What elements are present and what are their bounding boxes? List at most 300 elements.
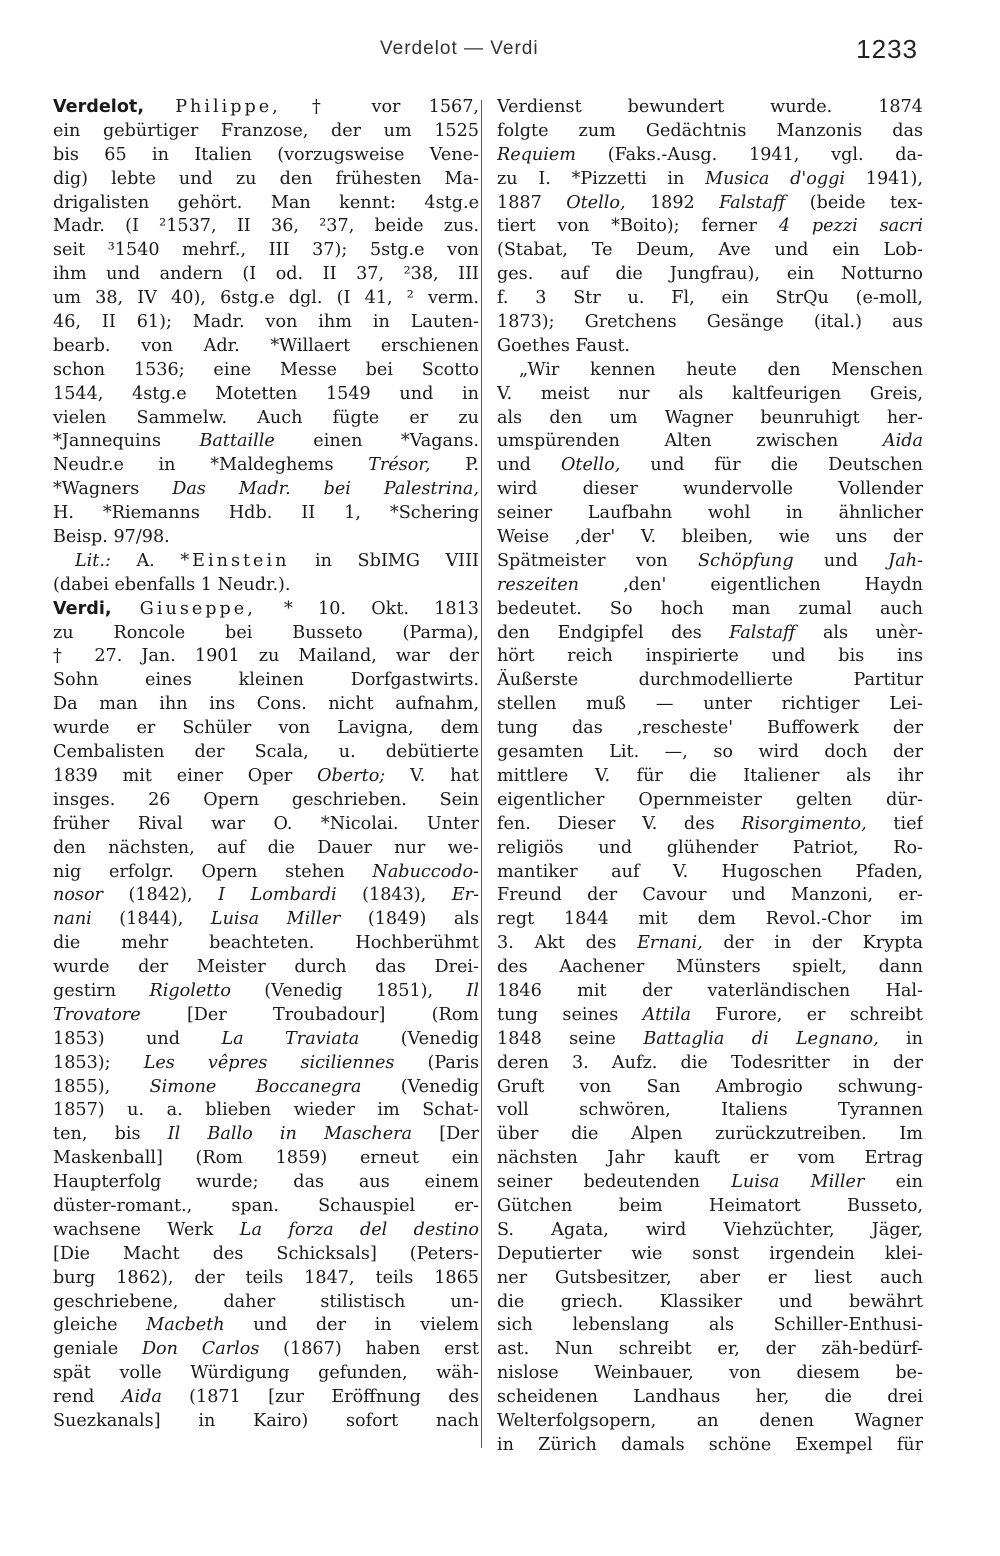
text-line [497, 1434, 923, 1458]
text-run: 46, II 61); Madr. von ihm in Lauten- [53, 312, 479, 333]
text-run: seit ³1540 mehrf., III 37); 5stg.e von [53, 240, 479, 261]
italic-title: Schöpfung [698, 550, 794, 571]
text-line [53, 789, 479, 813]
text-run: Da man ihn ins Cons. nicht aufnahm, [53, 694, 479, 715]
text-line [53, 120, 479, 144]
text-run: [Der Troubadour] (Rom [140, 1004, 479, 1025]
text-run: Cembalisten der Scala, u. debütierte [53, 742, 479, 763]
text-line [53, 168, 479, 192]
text-run: *Jannequins [53, 431, 200, 452]
text-run: die griech. Klassiker und bewährt [497, 1291, 923, 1312]
text-run: 1853) und [53, 1028, 222, 1049]
text-line [497, 669, 923, 693]
text-run: und [793, 550, 889, 571]
text-run: (1842), [102, 885, 219, 906]
text-run: P. [430, 455, 479, 476]
text-run: Goethes Faust. [497, 335, 631, 356]
italic-title: 4 pezzi sacri [778, 216, 923, 237]
text-run: geschriebene, daher stilistisch un- [53, 1291, 479, 1312]
text-line [53, 741, 479, 765]
text-line [53, 311, 479, 335]
text-line [497, 526, 923, 550]
text-run: Weise ‚der' V. bleiben, wie uns der [497, 527, 923, 548]
text-run: (1844), [91, 909, 211, 930]
italic-title: La Traviata [221, 1028, 360, 1049]
text-line [497, 717, 923, 741]
text-line [53, 1386, 479, 1410]
text-run: voll schwören, Italiens Tyrannen [497, 1100, 923, 1121]
text-run: (beide tex- [785, 192, 923, 213]
text-line [53, 454, 479, 478]
text-run: seiner Laufbahn wohl in ähnlicher [497, 503, 923, 524]
italic-title: Luisa Miller [731, 1172, 865, 1193]
text-line [53, 1219, 479, 1243]
right-column [497, 96, 923, 1458]
text-run: in SbIMG VIII [289, 550, 479, 571]
text-run: Madr. (I ²1537, II 36, ²37, beide zus. [53, 216, 479, 237]
text-line [53, 813, 479, 837]
text-run: umspürenden Alten zwischen [497, 431, 883, 452]
text-line [497, 932, 923, 956]
text-run: deren 3. Aufz. die Todesritter in der [497, 1052, 923, 1073]
text-run: Furore, er schreibt [690, 1004, 923, 1025]
text-line [53, 1338, 479, 1362]
text-run: um 38, IV 40), 6stg.e dgl. (I 41, ² verm. [53, 288, 479, 309]
text-run: (1849) als [340, 909, 479, 930]
text-run: S. Agata, wird Viehzüchter, Jäger, [497, 1219, 923, 1240]
text-line [53, 837, 479, 861]
text-line [53, 478, 479, 502]
text-run: 3. Akt des [497, 933, 638, 954]
left-column [53, 96, 479, 1434]
italic-title: Trovatore [53, 1004, 141, 1025]
text-line [53, 669, 479, 693]
text-line [53, 645, 479, 669]
text-line [53, 1267, 479, 1291]
text-line [497, 120, 923, 144]
text-run: f. 3 Str u. Fl, ein StrQu (e-moll, [497, 288, 923, 309]
column-divider [481, 100, 482, 1448]
text-line [497, 837, 923, 861]
text-run: düster-romant., span. Schauspiel er- [53, 1195, 479, 1216]
text-run: geniale [53, 1339, 142, 1360]
text-line [53, 1291, 479, 1315]
text-run: ten, bis [53, 1124, 168, 1145]
text-run: Haupterfolg wurde; das aus einem [53, 1172, 479, 1193]
text-run: und [497, 455, 561, 476]
text-line [53, 287, 479, 311]
text-run: in Zürich damals schöne Exempel für [497, 1434, 923, 1455]
text-run: 1892 [625, 192, 720, 213]
text-run: gestirn [53, 980, 150, 1001]
text-run: *Wagners [53, 479, 173, 500]
text-run: Deputierter wie sonst irgendein klei- [497, 1243, 923, 1264]
italic-title: Simone Boccanegra [149, 1076, 362, 1097]
text-line [497, 335, 923, 359]
text-run: ihm und andern (I od. II 37, ²38, III [53, 264, 479, 285]
text-line [53, 932, 479, 956]
text-line [497, 1195, 923, 1219]
text-line [497, 1362, 923, 1386]
text-run: 1855), [53, 1076, 150, 1097]
text-line [497, 263, 923, 287]
italic-title: Falstaff [729, 622, 796, 643]
text-line [497, 1291, 923, 1315]
italic-title: Musica d'oggi [705, 168, 846, 189]
text-run: dig) lebte und zu den frühesten Ma- [53, 168, 479, 189]
text-line [497, 884, 923, 908]
text-line [497, 1314, 923, 1338]
text-line [53, 383, 479, 407]
text-run: „Wir kennen heute den Menschen [519, 359, 923, 380]
italic-title: Falstaff [719, 192, 786, 213]
italic-title: Il [466, 980, 479, 1001]
text-run: als den um Wagner beunruhigt her- [497, 407, 923, 428]
text-run: burg 1862), der teils 1847, teils 1865 [53, 1267, 479, 1288]
text-run: den nächsten, auf die Dauer nur we- [53, 837, 479, 858]
text-run: folgte zum Gedächtnis Manzonis das [497, 120, 923, 141]
text-line [53, 1362, 479, 1386]
italic-title: Aida [882, 431, 923, 452]
text-line [497, 1004, 923, 1028]
text-run: stellen muß — unter richtiger Lei- [497, 694, 923, 715]
text-run: gesamten Lit. —, so wird doch der [497, 742, 923, 763]
text-run: scheidenen Landhaus her, die drei [497, 1387, 923, 1408]
text-line [497, 813, 923, 837]
italic-title: La forza del destino [239, 1219, 479, 1240]
text-run: [Der [412, 1124, 479, 1145]
headword: Verdi, [53, 598, 112, 619]
text-run: (1843), [336, 885, 452, 906]
text-run: Spätmeister von [497, 550, 699, 571]
text-run: 1853); [53, 1052, 144, 1073]
italic-title: Nabuccodo- [372, 861, 479, 882]
text-run: drigalisten gehört. Man kennt: 4stg.e [53, 192, 479, 213]
text-run: (Venedig [361, 1076, 479, 1097]
text-run: mittlere V. für die Italiener als ihr [497, 765, 923, 786]
text-line [497, 908, 923, 932]
text-line [497, 1243, 923, 1267]
text-line [53, 1314, 479, 1338]
text-line [53, 980, 479, 1004]
italic-title: Trésor, [368, 455, 431, 476]
text-line [497, 598, 923, 622]
italic-title: Das Madr. bei Palestrina, [172, 479, 479, 500]
text-run: (Paris [394, 1052, 479, 1073]
text-run: wurde er Schüler von Lavigna, dem [53, 718, 479, 739]
text-run: bedeutet. So hoch man zumal auch [497, 598, 923, 619]
italic-title: Aida [121, 1387, 162, 1408]
text-line [497, 454, 923, 478]
italic-title: Macbeth [146, 1315, 225, 1336]
text-line [497, 144, 923, 168]
text-line [497, 956, 923, 980]
italic-title: Don Carlos [141, 1339, 260, 1360]
text-line [53, 908, 479, 932]
text-line [53, 1076, 479, 1100]
text-line [497, 407, 923, 431]
text-run: V. meist nur als kaltfeurigen Greis, [497, 383, 923, 404]
text-line [53, 1171, 479, 1195]
italic-title: Les vêpres siciliennes [143, 1052, 395, 1073]
text-run: der in der Krypta [702, 933, 923, 954]
text-line [497, 383, 923, 407]
italic-title: I Lombardi [218, 885, 337, 906]
text-run: (1867) haben erst [259, 1339, 479, 1360]
text-line [53, 1123, 479, 1147]
text-run: einen *Vagans. [274, 431, 479, 452]
text-run: Äußerste durchmodellierte Partitur [497, 670, 923, 691]
text-run: tiert von *Boito); ferner [497, 216, 779, 237]
text-line [53, 96, 479, 120]
text-run: Gütchen beim Heimatort Busseto, [497, 1195, 923, 1216]
text-run: Verdienst bewundert wurde. 1874 [497, 97, 923, 117]
text-run: 1873); Gretchens Gesänge (ital.) aus [497, 312, 923, 333]
text-line [53, 215, 479, 239]
text-line [53, 622, 479, 646]
text-run: schon 1536; eine Messe bei Scotto [53, 359, 479, 380]
italic-title: Il Ballo in Maschera [167, 1124, 413, 1145]
page-header [0, 34, 1000, 74]
text-run: (Venedig [359, 1028, 479, 1049]
text-line [497, 192, 923, 216]
text-run: als unèr- [795, 622, 923, 643]
text-run: spät volle Würdigung gefunden, wäh- [53, 1363, 479, 1384]
text-run: * 10. Okt. 1813 [284, 598, 479, 619]
text-run: regt 1844 mit dem Revol.-Chor im [497, 909, 923, 930]
text-line [53, 1195, 479, 1219]
italic-title: Attila [642, 1004, 691, 1025]
italic-title: Risorgimento, [741, 813, 867, 834]
text-run: zu I. *Pizzetti in [497, 168, 706, 189]
text-line [53, 884, 479, 908]
italic-title: Otello, [561, 455, 621, 476]
text-line [497, 311, 923, 335]
text-run: sich lebenslang als Schiller-Enthusi- [497, 1315, 923, 1336]
text-run: wird dieser wundervolle Vollender [497, 479, 923, 500]
italic-title: nani [53, 909, 92, 930]
headword: Verdelot, [53, 97, 145, 117]
text-run: Maskenball] (Rom 1859) erneut ein [53, 1148, 479, 1169]
text-run: ast. Nun schreibt er, der zäh-bedürf- [497, 1339, 923, 1360]
italic-title: nosor [53, 885, 103, 906]
text-line [497, 359, 923, 383]
text-line [497, 1267, 923, 1291]
text-run: vielen Sammelw. Auch fügte er zu [53, 407, 479, 428]
text-line [497, 1147, 923, 1171]
italic-title: Battaglia di Legnano, [643, 1028, 879, 1049]
text-run: früher Rival war O. *Nicolai. Unter [53, 813, 479, 834]
text-line [53, 861, 479, 885]
text-run: in [878, 1028, 923, 1049]
italic-title: Ernani, [637, 933, 703, 954]
text-run: Suezkanals] in Kairo) sofort nach [53, 1410, 479, 1431]
text-line [497, 1338, 923, 1362]
text-line [53, 502, 479, 526]
running-head: Verdelot — Verdi [380, 38, 539, 59]
italic-title: Battaille [199, 431, 275, 452]
text-run: insges. 26 Opern geschrieben. Sein [53, 789, 479, 810]
text-run: Welterfolgsopern, an denen Wagner [497, 1410, 923, 1431]
text-line [497, 168, 923, 192]
text-run: nislose Weinbauer, von diesem be- [497, 1363, 923, 1384]
text-line [497, 287, 923, 311]
text-line [53, 765, 479, 789]
text-run: nig erfolgr. Opern stehen [53, 861, 373, 882]
text-line [497, 574, 923, 598]
text-run: (1871 [zur Eröffnung des [161, 1387, 479, 1408]
text-run: ein gebürtiger Franzose, der um 1525 [53, 120, 479, 141]
text-run: ges. auf die Jungfrau), ein Notturno [497, 264, 923, 285]
page-number: 1233 [856, 34, 918, 64]
text-line [53, 407, 479, 431]
italic-title: Oberto; [317, 765, 386, 786]
text-run: 1857) u. a. blieben wieder im Schat- [53, 1100, 479, 1121]
text-line [53, 693, 479, 717]
text-line [497, 693, 923, 717]
text-run: † vor 1567, [311, 97, 479, 117]
text-run: wachsene Werk [53, 1219, 240, 1240]
text-run: Sohn eines kleinen Dorfgastwirts. [53, 670, 479, 691]
text-line [497, 980, 923, 1004]
text-run: † 27. Jan. 1901 zu Mailand, war der [53, 646, 479, 667]
text-run: gleiche [53, 1315, 147, 1336]
text-run: bearb. von Adr. *Willaert erschienen [53, 335, 479, 356]
text-run: seiner bedeutenden [497, 1172, 732, 1193]
text-run: ‚den' eigentlichen Haydn [578, 574, 923, 595]
text-line [497, 550, 923, 574]
text-run: den Endgipfel des [497, 622, 730, 643]
text-line [497, 741, 923, 765]
text-line [53, 144, 479, 168]
text-run: V. hat [385, 765, 479, 786]
text-run: die mehr beachteten. Hochberühmt [53, 933, 479, 954]
italic-title: Lit.: [75, 550, 111, 571]
text-line [497, 765, 923, 789]
text-run: tief [866, 813, 923, 834]
text-run: hört reich inspirierte und bis ins [497, 646, 923, 667]
text-run: nächsten Jahr kauft er vom Ertrag [497, 1148, 923, 1169]
text-line [497, 622, 923, 646]
text-line [497, 430, 923, 454]
text-run: eigentlicher Opernmeister gelten dür- [497, 789, 923, 810]
spaced-name: Philippe, [144, 97, 312, 117]
text-run: des Aachener Münsters spielt, dann [497, 957, 923, 978]
text-line [53, 1028, 479, 1052]
text-line [497, 789, 923, 813]
italic-title: reszeiten [497, 574, 579, 595]
text-run: 1544, 4stg.e Motetten 1549 und in [53, 383, 479, 404]
spaced-name: Giuseppe, [111, 598, 285, 619]
text-line [497, 645, 923, 669]
text-run: wurde der Meister durch das Drei- [53, 957, 479, 978]
text-run: rend [53, 1387, 122, 1408]
text-line [53, 335, 479, 359]
text-line [53, 526, 479, 550]
text-line [53, 263, 479, 287]
text-line [497, 96, 923, 120]
text-line [497, 239, 923, 263]
text-run: ein [864, 1172, 923, 1193]
text-line [53, 192, 479, 216]
italic-title: Jah- [888, 550, 923, 571]
text-run: Gruft von San Ambrogio schwung- [497, 1076, 923, 1097]
text-run: (Venedig 1851), [230, 980, 467, 1001]
text-run: und der in vielem [224, 1315, 479, 1336]
text-line [53, 239, 479, 263]
text-line [497, 1123, 923, 1147]
text-line [53, 550, 479, 574]
text-run: A. [110, 550, 181, 571]
text-line [53, 1410, 479, 1434]
text-line [53, 1147, 479, 1171]
text-run: fen. Dieser V. des [497, 813, 742, 834]
text-line [497, 861, 923, 885]
text-line [497, 1410, 923, 1434]
text-line [53, 717, 479, 741]
text-line [53, 1052, 479, 1076]
text-run: 1941), [845, 168, 923, 189]
italic-title: Otello, [566, 192, 626, 213]
text-line [497, 1386, 923, 1410]
text-line [497, 478, 923, 502]
italic-title: Er- [451, 885, 479, 906]
text-line [53, 956, 479, 980]
text-line [497, 1052, 923, 1076]
italic-title: Requiem [497, 144, 576, 165]
text-line [497, 1171, 923, 1195]
text-run: (dabei ebenfalls 1 Neudr.). [53, 574, 291, 595]
text-run: Beisp. 97/98. [53, 527, 170, 548]
text-line [497, 1219, 923, 1243]
text-line [53, 1243, 479, 1267]
text-run: 1846 mit der vaterländischen Hal- [497, 980, 923, 1001]
text-run: ner Gutsbesitzer, aber er liest auch [497, 1267, 923, 1288]
text-line [53, 1099, 479, 1123]
text-run: tung das ‚rescheste' Buffowerk der [497, 718, 923, 739]
text-line [53, 430, 479, 454]
text-run: tung seines [497, 1004, 643, 1025]
text-run: (Stabat, Te Deum, Ave und ein Lob- [497, 240, 923, 261]
italic-title: Rigoletto [149, 980, 231, 1001]
text-line [53, 574, 479, 598]
text-line [497, 1099, 923, 1123]
text-run: religiös und glühender Patriot, Ro- [497, 837, 923, 858]
text-run: und für die Deutschen [620, 455, 923, 476]
text-line [53, 359, 479, 383]
text-run: 1848 seine [497, 1028, 644, 1049]
text-line [497, 215, 923, 239]
text-run: bis 65 in Italien (vorzugsweise Vene- [53, 144, 479, 165]
text-line [53, 598, 479, 622]
text-run: H. *Riemanns Hdb. II 1, *Schering [53, 503, 479, 524]
text-line [53, 1004, 479, 1028]
text-run: (Faks.-Ausg. 1941, vgl. da- [575, 144, 923, 165]
italic-title: Luisa Miller [210, 909, 341, 930]
text-run: [Die Macht des Schicksals] (Peters- [53, 1243, 479, 1264]
text-line [497, 1028, 923, 1052]
text-run: Freund der Cavour und Manzoni, er- [497, 885, 923, 906]
text-run: mantiker auf V. Hugoschen Pfaden, [497, 861, 923, 882]
text-run: über die Alpen zurückzutreiben. Im [497, 1124, 923, 1145]
text-run: Neudr.e in *Maldeghems [53, 455, 369, 476]
text-line [497, 502, 923, 526]
text-line [497, 1076, 923, 1100]
text-run: 1839 mit einer Oper [53, 765, 318, 786]
text-run: 1887 [497, 192, 567, 213]
spaced-name: *Einstein [180, 550, 290, 571]
text-run: zu Roncole bei Busseto (Parma), [53, 622, 479, 643]
